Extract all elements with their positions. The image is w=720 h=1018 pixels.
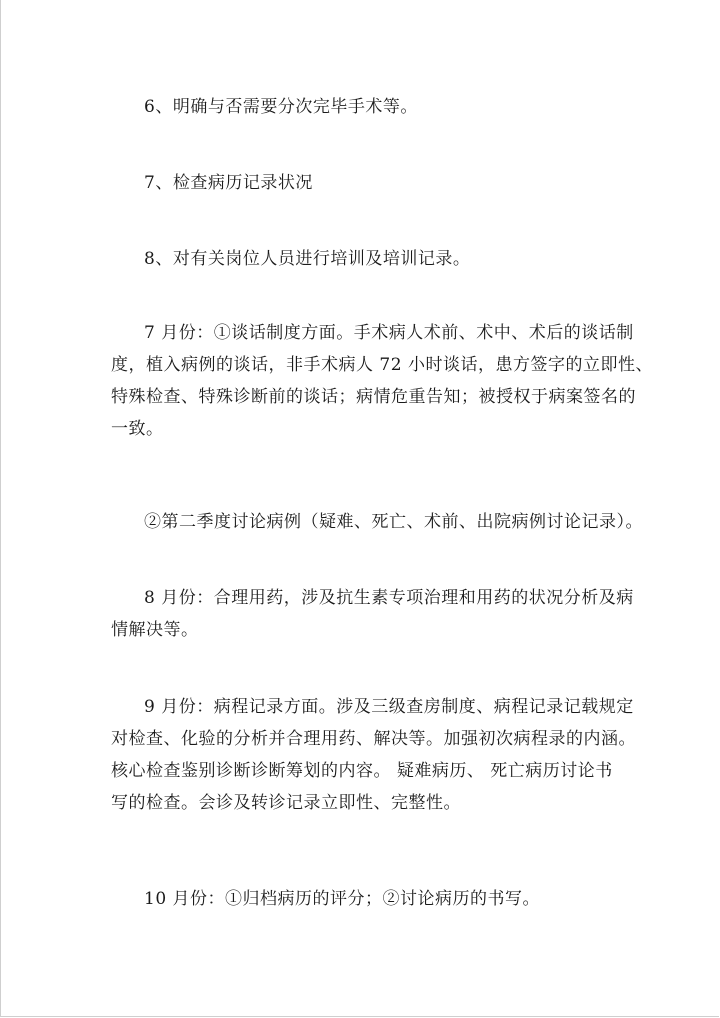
paragraph-line: 写的检查。会诊及转诊记录立即性、完整性。 <box>111 793 461 813</box>
paragraph-item-8 <box>111 243 631 275</box>
paragraph-line: ②第二季度讨论病例（疑难、死亡、术前、出院病例讨论记录）。 <box>144 512 643 532</box>
paragraph-line: 核心检查鉴别诊断诊断筹划的内容。 疑难病历、 死亡病历讨论书 <box>111 761 613 781</box>
paragraph-line: 8 月份：合理用药，涉及抗生素专项治理和用药的状况分析及病 <box>144 588 634 608</box>
paragraph-line: 7 月份：①谈话制度方面。手术病人术前、术中、术后的谈话制 <box>144 323 634 343</box>
paragraph-line: 一致。 <box>111 419 164 439</box>
paragraph-line: 7、检查病历记录状况 <box>144 173 313 193</box>
paragraph-line: 对检查、化验的分析并合理用药、解决等。加强初次病程录的内涵。 <box>111 729 636 749</box>
paragraph-october <box>111 883 631 915</box>
paragraph-september <box>111 691 636 819</box>
paragraph-line: 8、对有关岗位人员进行培训及培训记录。 <box>144 249 471 269</box>
paragraph-line: 情解决等。 <box>111 620 199 640</box>
paragraph-item-6 <box>111 91 631 123</box>
paragraph-q2-case-discussion <box>111 506 643 538</box>
paragraph-august <box>111 582 634 646</box>
paragraph-item-7 <box>111 167 631 199</box>
paragraph-july <box>111 317 653 445</box>
paragraph-line: 特殊检查、特殊诊断前的谈话；病情危重告知；被授权于病案签名的 <box>111 387 636 407</box>
paragraph-line: 6、明确与否需要分次完毕手术等。 <box>144 97 418 117</box>
paragraph-line: 9 月份：病程记录方面。涉及三级查房制度、病程记录记载规定 <box>144 697 634 717</box>
paragraph-line: 10 月份：①归档病历的评分；②讨论病历的书写。 <box>144 889 541 909</box>
paragraph-line: 度，植入病例的谈话，非手术病人 72 小时谈话，患方签字的立即性、 <box>111 355 653 375</box>
